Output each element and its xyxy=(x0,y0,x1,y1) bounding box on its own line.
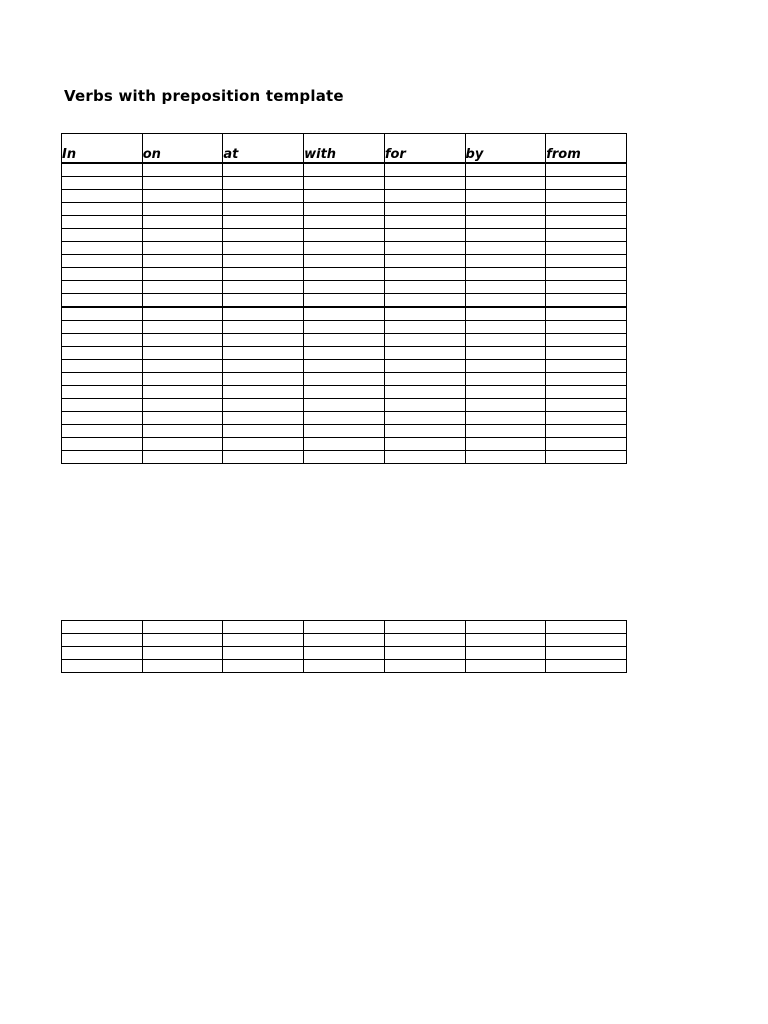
table-cell[interactable] xyxy=(384,294,465,308)
table-cell[interactable] xyxy=(62,255,143,268)
column-header-for: for xyxy=(384,134,465,164)
table-cell[interactable] xyxy=(304,307,385,321)
table-cell[interactable] xyxy=(465,634,546,647)
table-cell[interactable] xyxy=(465,294,546,308)
table-cell[interactable] xyxy=(223,321,304,334)
table-cell[interactable] xyxy=(465,177,546,190)
table-cell[interactable] xyxy=(546,334,627,347)
table-cell[interactable] xyxy=(62,438,143,451)
table-cell[interactable] xyxy=(546,203,627,216)
table-cell[interactable] xyxy=(465,451,546,464)
table-cell[interactable] xyxy=(384,216,465,229)
table-row xyxy=(62,321,627,334)
table-cell[interactable] xyxy=(465,307,546,321)
table-cell[interactable] xyxy=(465,163,546,177)
table-cell[interactable] xyxy=(62,399,143,412)
table-cell[interactable] xyxy=(546,268,627,281)
table-cell[interactable] xyxy=(465,255,546,268)
table-row xyxy=(62,163,627,177)
table-cell[interactable] xyxy=(546,242,627,255)
column-header-at: at xyxy=(223,134,304,164)
table-cell[interactable] xyxy=(465,660,546,673)
table-cell[interactable] xyxy=(304,229,385,242)
table-cell[interactable] xyxy=(62,634,143,647)
table-cell[interactable] xyxy=(546,229,627,242)
table-cell[interactable] xyxy=(384,386,465,399)
table-cell[interactable] xyxy=(304,399,385,412)
table-cell[interactable] xyxy=(223,203,304,216)
table-cell[interactable] xyxy=(546,163,627,177)
table-cell[interactable] xyxy=(223,216,304,229)
table-row xyxy=(62,386,627,399)
table-cell[interactable] xyxy=(384,229,465,242)
table-cell[interactable] xyxy=(465,438,546,451)
table-cell[interactable] xyxy=(546,660,627,673)
table-cell[interactable] xyxy=(304,281,385,294)
table-cell[interactable] xyxy=(304,412,385,425)
table-cell[interactable] xyxy=(223,334,304,347)
table-cell[interactable] xyxy=(465,425,546,438)
table-cell[interactable] xyxy=(384,634,465,647)
table-cell[interactable] xyxy=(223,438,304,451)
table-cell[interactable] xyxy=(304,190,385,203)
table-cell[interactable] xyxy=(465,229,546,242)
table-cell[interactable] xyxy=(62,347,143,360)
table-cell[interactable] xyxy=(142,386,223,399)
table-cell[interactable] xyxy=(304,163,385,177)
table-cell[interactable] xyxy=(142,412,223,425)
table-cell[interactable] xyxy=(62,621,143,634)
table-cell[interactable] xyxy=(142,647,223,660)
table-cell[interactable] xyxy=(142,360,223,373)
table-cell[interactable] xyxy=(223,425,304,438)
table-cell[interactable] xyxy=(384,255,465,268)
table-cell[interactable] xyxy=(384,360,465,373)
table-cell[interactable] xyxy=(465,321,546,334)
table-row xyxy=(62,451,627,464)
table-row xyxy=(62,281,627,294)
table-cell[interactable] xyxy=(142,203,223,216)
table-cell[interactable] xyxy=(465,190,546,203)
table-row xyxy=(62,647,627,660)
table-cell[interactable] xyxy=(304,634,385,647)
table-cell[interactable] xyxy=(304,647,385,660)
table-cell[interactable] xyxy=(223,451,304,464)
table-cell[interactable] xyxy=(142,321,223,334)
table-cell[interactable] xyxy=(142,177,223,190)
table-cell[interactable] xyxy=(223,360,304,373)
table-cell[interactable] xyxy=(223,634,304,647)
table-cell[interactable] xyxy=(223,660,304,673)
table-cell[interactable] xyxy=(304,425,385,438)
table-cell[interactable] xyxy=(465,621,546,634)
table-row xyxy=(62,360,627,373)
table-cell[interactable] xyxy=(304,451,385,464)
table-cell[interactable] xyxy=(62,425,143,438)
table-row xyxy=(62,660,627,673)
table-cell[interactable] xyxy=(62,373,143,386)
table-cell[interactable] xyxy=(384,451,465,464)
column-header-with: with xyxy=(304,134,385,164)
main-table-body xyxy=(62,163,627,464)
table-row xyxy=(62,203,627,216)
table-cell[interactable] xyxy=(142,399,223,412)
table-cell[interactable] xyxy=(142,347,223,360)
table-cell[interactable] xyxy=(384,660,465,673)
table-cell[interactable] xyxy=(223,621,304,634)
table-cell[interactable] xyxy=(142,660,223,673)
table-cell[interactable] xyxy=(142,216,223,229)
table-cell[interactable] xyxy=(546,386,627,399)
table-cell[interactable] xyxy=(142,373,223,386)
table-cell[interactable] xyxy=(62,412,143,425)
table-cell[interactable] xyxy=(142,163,223,177)
table-cell[interactable] xyxy=(465,216,546,229)
table-cell[interactable] xyxy=(384,321,465,334)
table-cell[interactable] xyxy=(223,294,304,308)
table-row xyxy=(62,307,627,321)
table-cell[interactable] xyxy=(223,190,304,203)
table-cell[interactable] xyxy=(546,321,627,334)
table-cell[interactable] xyxy=(546,281,627,294)
table-cell[interactable] xyxy=(62,647,143,660)
table-cell[interactable] xyxy=(62,294,143,308)
table-cell[interactable] xyxy=(546,360,627,373)
verbs-preposition-table xyxy=(61,133,627,464)
table-cell[interactable] xyxy=(62,229,143,242)
table-cell[interactable] xyxy=(62,321,143,334)
table-cell[interactable] xyxy=(546,177,627,190)
table-cell[interactable] xyxy=(62,660,143,673)
table-cell[interactable] xyxy=(62,203,143,216)
table-cell[interactable] xyxy=(223,255,304,268)
table-cell[interactable] xyxy=(62,163,143,177)
table-cell[interactable] xyxy=(384,177,465,190)
table-cell[interactable] xyxy=(223,307,304,321)
table-cell[interactable] xyxy=(223,163,304,177)
table-cell[interactable] xyxy=(384,190,465,203)
table-row xyxy=(62,621,627,634)
table-cell[interactable] xyxy=(465,647,546,660)
column-header-on: on xyxy=(142,134,223,164)
table-row xyxy=(62,425,627,438)
table-cell[interactable] xyxy=(62,190,143,203)
table-cell[interactable] xyxy=(142,268,223,281)
table-cell[interactable] xyxy=(384,307,465,321)
table-cell[interactable] xyxy=(546,647,627,660)
table-cell[interactable] xyxy=(142,425,223,438)
table-cell[interactable] xyxy=(142,334,223,347)
table-cell[interactable] xyxy=(546,294,627,308)
table-cell[interactable] xyxy=(304,660,385,673)
table-cell[interactable] xyxy=(546,438,627,451)
table-row xyxy=(62,294,627,308)
table-cell[interactable] xyxy=(465,347,546,360)
table-cell[interactable] xyxy=(465,281,546,294)
table-cell[interactable] xyxy=(223,177,304,190)
table-cell[interactable] xyxy=(223,647,304,660)
table-cell[interactable] xyxy=(384,412,465,425)
table-cell[interactable] xyxy=(465,373,546,386)
table-row xyxy=(62,229,627,242)
table-row xyxy=(62,438,627,451)
document-title: Verbs with preposition template xyxy=(64,87,344,105)
table-cell[interactable] xyxy=(465,203,546,216)
table-cell[interactable] xyxy=(304,203,385,216)
table-cell[interactable] xyxy=(62,334,143,347)
table-cell[interactable] xyxy=(223,399,304,412)
table-cell[interactable] xyxy=(465,242,546,255)
table-cell[interactable] xyxy=(546,255,627,268)
table-row xyxy=(62,347,627,360)
table-row xyxy=(62,268,627,281)
table-cell[interactable] xyxy=(465,334,546,347)
table-cell[interactable] xyxy=(304,438,385,451)
table-cell[interactable] xyxy=(546,373,627,386)
table-row xyxy=(62,190,627,203)
table-cell[interactable] xyxy=(546,425,627,438)
table-cell[interactable] xyxy=(223,268,304,281)
table-cell[interactable] xyxy=(304,255,385,268)
table-cell[interactable] xyxy=(546,451,627,464)
table-cell[interactable] xyxy=(62,307,143,321)
table-cell[interactable] xyxy=(62,242,143,255)
table-row xyxy=(62,334,627,347)
table-cell[interactable] xyxy=(304,386,385,399)
table-cell[interactable] xyxy=(546,347,627,360)
table-cell[interactable] xyxy=(304,177,385,190)
table-cell[interactable] xyxy=(142,294,223,308)
table-cell[interactable] xyxy=(304,268,385,281)
table-cell[interactable] xyxy=(62,268,143,281)
table-row xyxy=(62,412,627,425)
table-cell[interactable] xyxy=(223,242,304,255)
table-cell[interactable] xyxy=(384,399,465,412)
table-cell[interactable] xyxy=(304,334,385,347)
table-row xyxy=(62,177,627,190)
table-cell[interactable] xyxy=(465,412,546,425)
table-row xyxy=(62,399,627,412)
table-cell[interactable] xyxy=(142,242,223,255)
table-cell[interactable] xyxy=(384,621,465,634)
table-row xyxy=(62,216,627,229)
table-cell[interactable] xyxy=(304,360,385,373)
table-cell[interactable] xyxy=(142,451,223,464)
table-cell[interactable] xyxy=(304,242,385,255)
table-cell[interactable] xyxy=(142,255,223,268)
table-cell[interactable] xyxy=(304,321,385,334)
table-cell[interactable] xyxy=(384,242,465,255)
table-row xyxy=(62,255,627,268)
table-cell[interactable] xyxy=(384,268,465,281)
table-cell[interactable] xyxy=(223,347,304,360)
table-cell[interactable] xyxy=(223,386,304,399)
table-cell[interactable] xyxy=(465,386,546,399)
table-cell[interactable] xyxy=(465,360,546,373)
table-cell[interactable] xyxy=(142,229,223,242)
table-cell[interactable] xyxy=(304,347,385,360)
table-cell[interactable] xyxy=(62,451,143,464)
table-cell[interactable] xyxy=(546,621,627,634)
table-cell[interactable] xyxy=(384,438,465,451)
secondary-table-body xyxy=(62,621,627,673)
table-cell[interactable] xyxy=(223,281,304,294)
table-cell[interactable] xyxy=(384,281,465,294)
table-cell[interactable] xyxy=(384,347,465,360)
table-cell[interactable] xyxy=(142,634,223,647)
table-cell[interactable] xyxy=(384,373,465,386)
table-cell[interactable] xyxy=(62,177,143,190)
table-cell[interactable] xyxy=(304,373,385,386)
table-cell[interactable] xyxy=(62,216,143,229)
table-cell[interactable] xyxy=(142,621,223,634)
table-cell[interactable] xyxy=(546,307,627,321)
table-cell[interactable] xyxy=(384,425,465,438)
table-cell[interactable] xyxy=(223,373,304,386)
table-cell[interactable] xyxy=(546,634,627,647)
table-cell[interactable] xyxy=(384,647,465,660)
table-cell[interactable] xyxy=(304,216,385,229)
table-cell[interactable] xyxy=(223,412,304,425)
table-row xyxy=(62,373,627,386)
table-cell[interactable] xyxy=(304,621,385,634)
table-cell[interactable] xyxy=(546,190,627,203)
table-cell[interactable] xyxy=(62,360,143,373)
table-cell[interactable] xyxy=(465,399,546,412)
secondary-table xyxy=(61,620,627,673)
column-header-from: from xyxy=(546,134,627,164)
header-row xyxy=(62,134,627,164)
column-header-by: by xyxy=(465,134,546,164)
table-row xyxy=(62,242,627,255)
table-cell[interactable] xyxy=(142,281,223,294)
column-header-in: In xyxy=(62,134,143,164)
table-cell[interactable] xyxy=(384,334,465,347)
table-cell[interactable] xyxy=(142,190,223,203)
table-cell[interactable] xyxy=(465,268,546,281)
table-cell[interactable] xyxy=(546,412,627,425)
table-cell[interactable] xyxy=(142,438,223,451)
table-cell[interactable] xyxy=(62,281,143,294)
table-row xyxy=(62,634,627,647)
table-cell[interactable] xyxy=(546,216,627,229)
table-cell[interactable] xyxy=(142,307,223,321)
table-cell[interactable] xyxy=(223,229,304,242)
table-cell[interactable] xyxy=(304,294,385,308)
table-cell[interactable] xyxy=(546,399,627,412)
table-cell[interactable] xyxy=(384,203,465,216)
table-cell[interactable] xyxy=(62,386,143,399)
table-cell[interactable] xyxy=(384,163,465,177)
